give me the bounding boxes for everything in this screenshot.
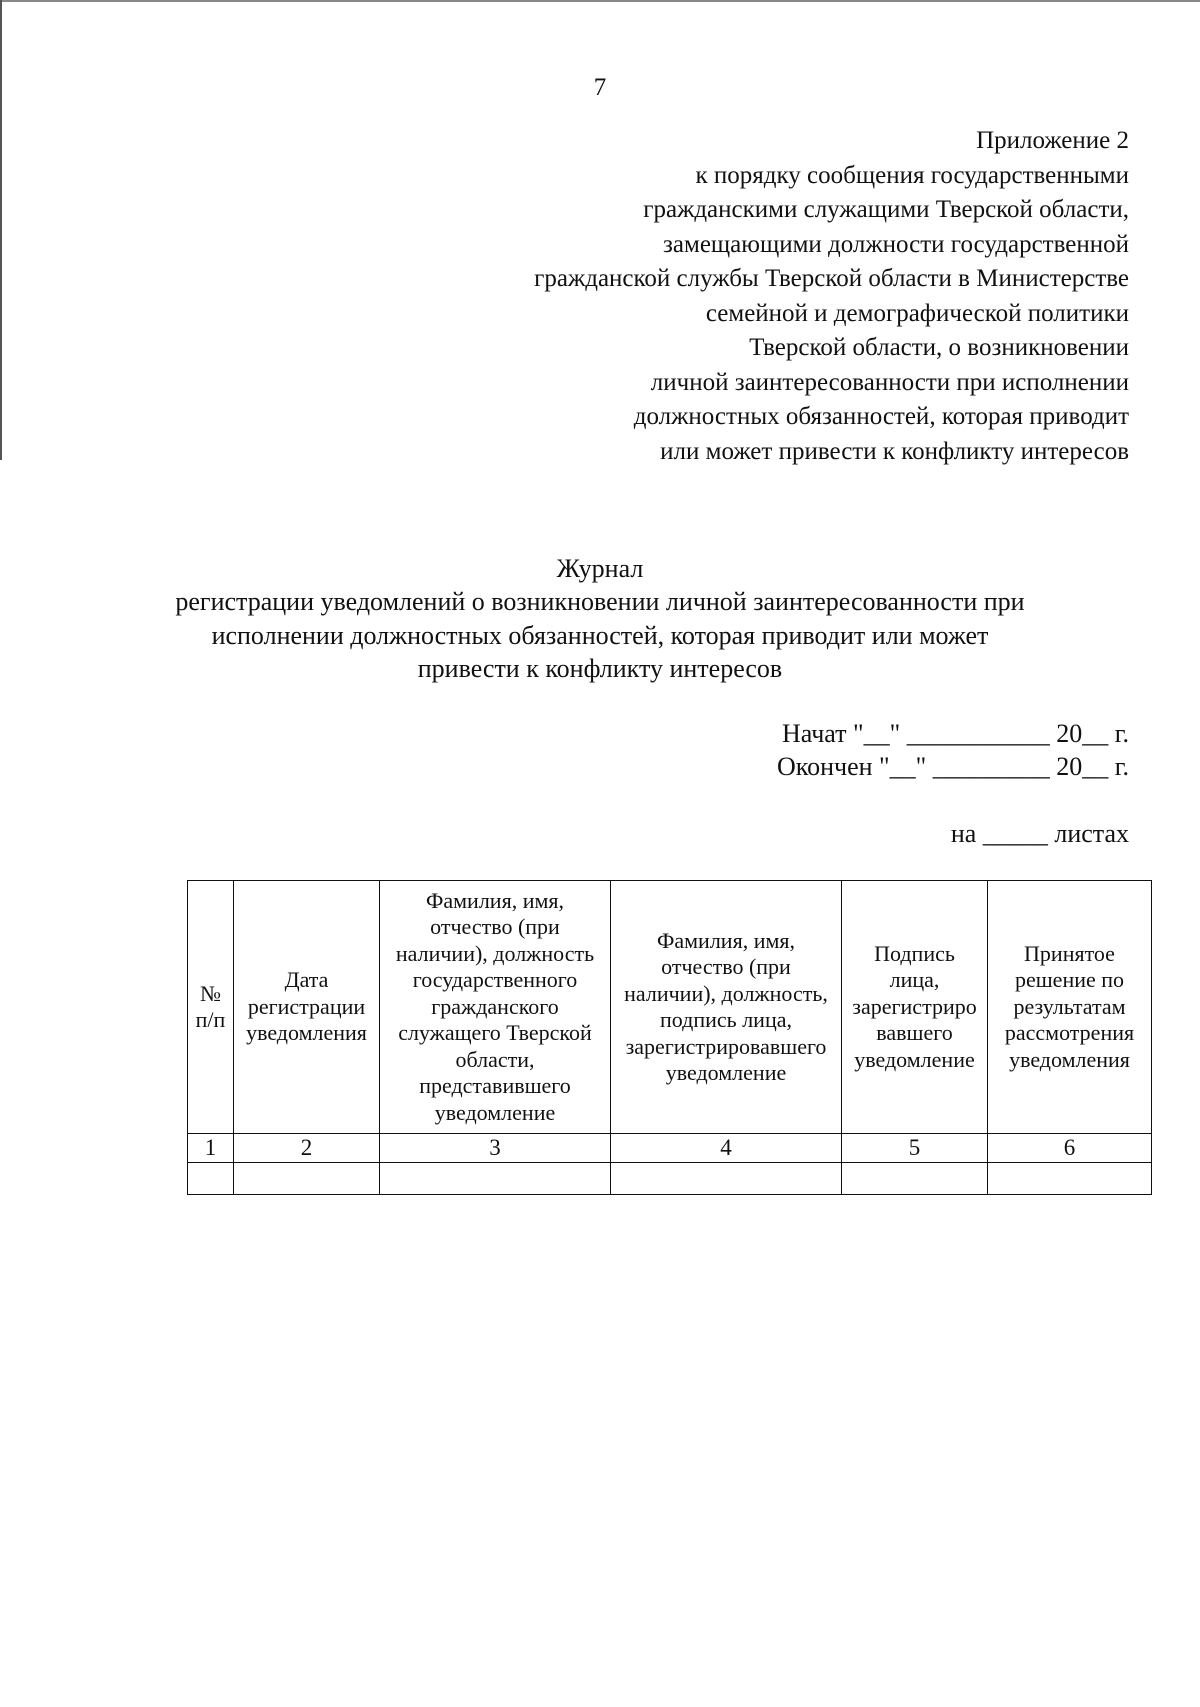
header-cell-registration-date: Дата регистрации уведомления [234,881,380,1134]
empty-cell [611,1163,842,1195]
appendix-line: личной заинтересованности при исполнении [650,368,1129,396]
journal-title: Журнал [556,554,644,583]
appendix-line: гражданскими служащими Тверской области, [643,196,1129,223]
appendix-line: семейной и демографической политики [705,299,1129,327]
journal-started-line: Начат "__" ___________ 20__ г. [781,719,1129,748]
appendix-line: или может привести к конфликту интересов [660,437,1129,465]
journal-subtitle-line: регистрации уведомлений о возникновении личной заинтересованности при [175,587,1025,616]
appendix-line: Тверской области, о возникновении [749,334,1129,361]
header-cell-registrar-signature: Подпись лица, зарегистриро вавшего уведомление [842,881,988,1134]
empty-cell [188,1163,234,1195]
header-cell-decision: Принятое решение по результатам рассмотрения уведомления [988,881,1152,1134]
column-number-cell: 3 [380,1134,611,1163]
table-row [188,1163,1152,1195]
journal-subtitle [150,585,1050,686]
appendix-line: замещающими должности государственной [663,230,1129,258]
column-number-cell: 4 [611,1134,842,1163]
journal-subtitle-line: привести к конфликту интересов [417,654,783,683]
appendix-line: к порядку сообщения государственными [695,161,1129,189]
scan-margin-line [0,0,2,460]
header-cell-registrar: Фамилия, имя, отчество (при наличии), должность, подпись лица, зарегистрировавшего уведомление [611,881,842,1134]
header-cell-number: № п/п [188,881,234,1134]
appendix-line: Приложение 2 [976,127,1129,154]
appendix-line: гражданской службы Тверской области в Министерстве [534,265,1129,292]
registration-table [187,880,1152,1195]
empty-cell [842,1163,988,1195]
table-column-number-row [188,1134,1152,1163]
header-cell-submitter: Фамилия, имя, отчество (при наличии), должность государственного гражданского служащего Тверской области, представившего уведомление [380,881,611,1134]
empty-cell [234,1163,380,1195]
page-number: 7 [593,74,607,101]
appendix-line: должностных обязанностей, которая приводит [633,403,1129,430]
journal-subtitle-line: исполнении должностных обязанностей, которая приводит или может [211,620,989,650]
journal-ended-line: Окончен "__" _________ 20__ г. [777,752,1129,781]
empty-cell [380,1163,611,1195]
scan-top-edge [0,0,1200,2]
column-number-cell: 1 [188,1134,234,1163]
column-number-cell: 2 [234,1134,380,1163]
journal-sheets-line: на _____ листах [950,819,1129,848]
column-number-cell: 5 [842,1134,988,1163]
appendix-header [369,124,1129,469]
table-header-row [188,881,1152,1134]
column-number-cell: 6 [988,1134,1152,1163]
empty-cell [988,1163,1152,1195]
